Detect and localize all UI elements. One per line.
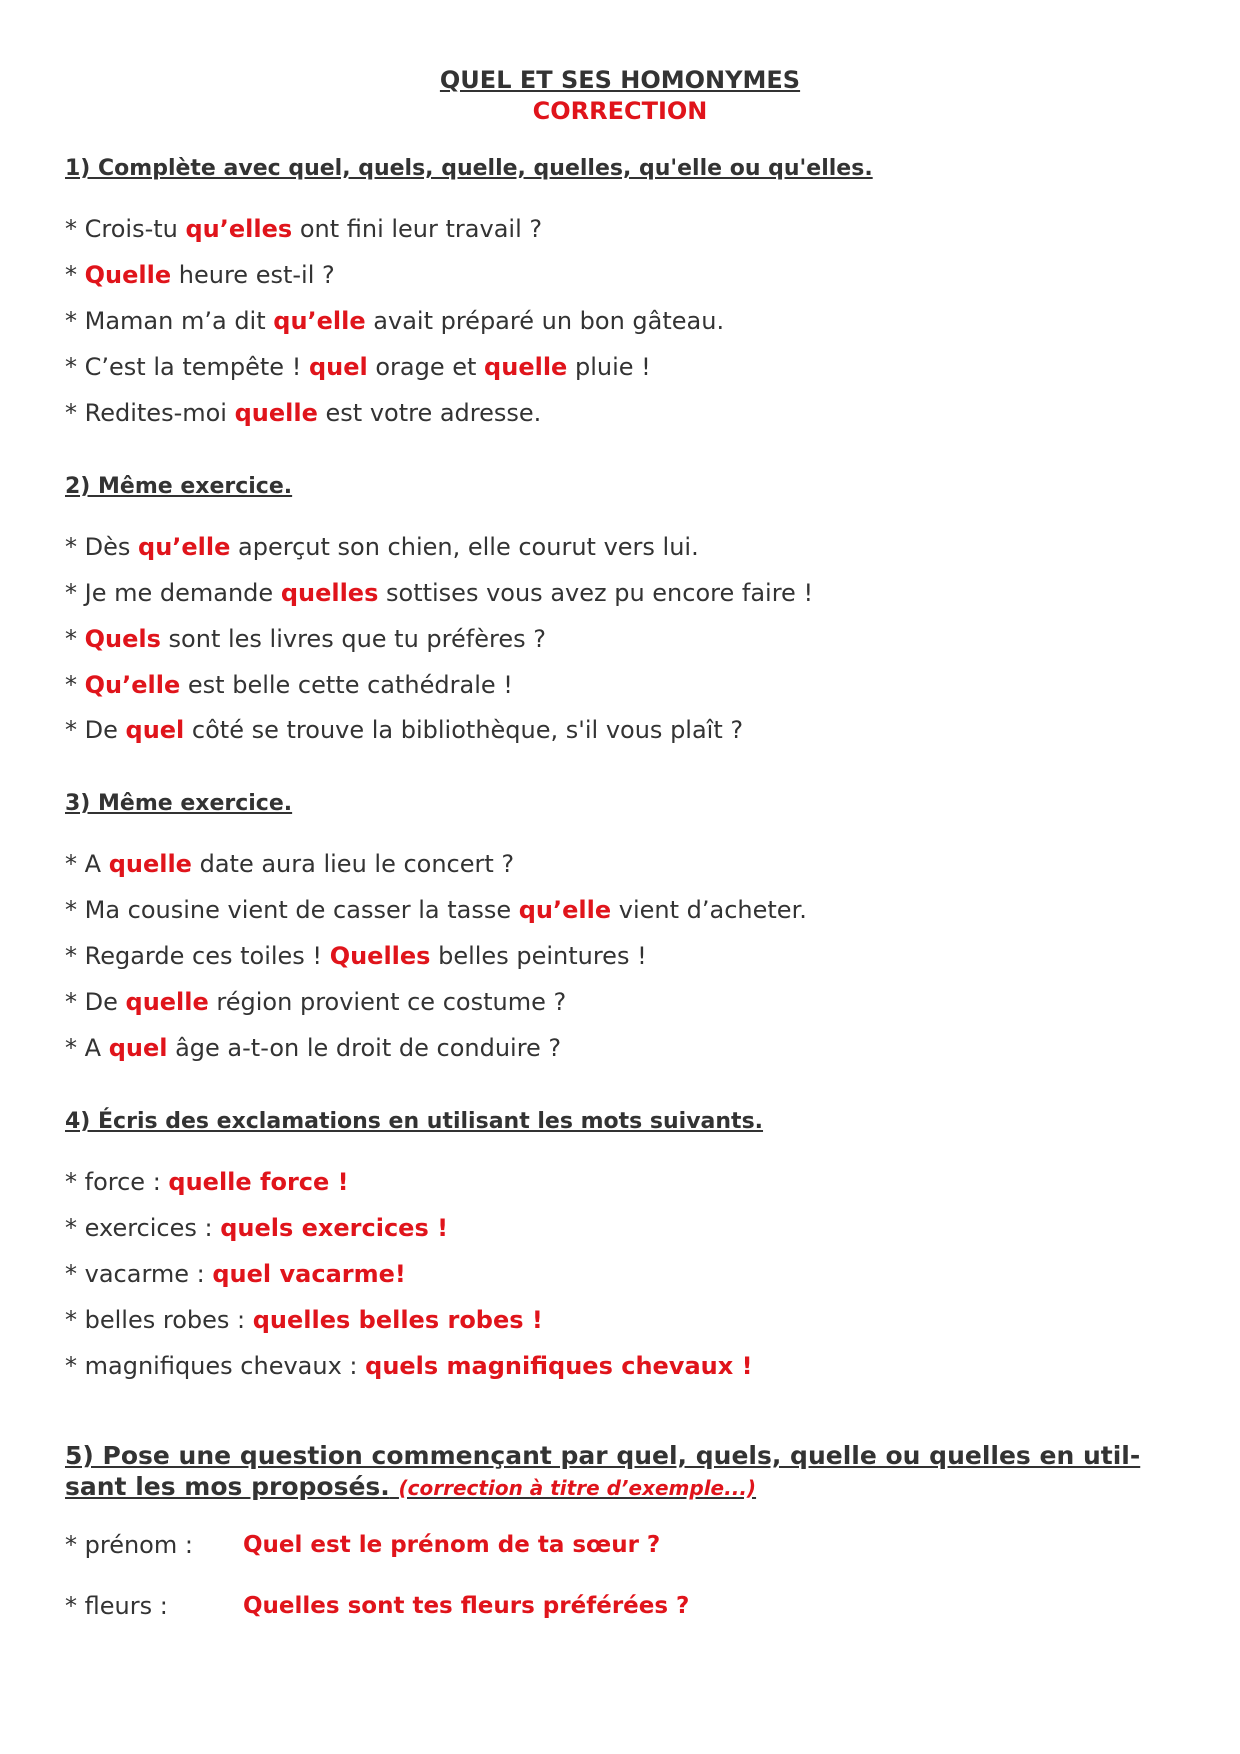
- exercise-1-line: * Crois-tu qu’elles ont fini leur travail ?: [65, 215, 543, 243]
- exercise-3-line: * Regarde ces toiles ! Quelles belles peintures !: [65, 942, 647, 970]
- exercise-2-heading: 2) Même exercice.: [65, 474, 293, 499]
- exercise-4-line: * vacarme : quel vacarme!: [65, 1260, 406, 1288]
- answer: qu’elle: [273, 307, 366, 335]
- answer: qu’elle: [518, 896, 612, 924]
- exercise-4-line: * belles robes : quelles belles robes !: [65, 1306, 543, 1334]
- answer: quel: [308, 353, 368, 381]
- exercise-1-heading: 1) Complète avec quel, quels, quelle, quelles, qu'elle ou qu'elles.: [65, 156, 873, 181]
- exercise-5-heading: 5) Pose une question commençant par quel, quels, quelle ou quelles en util-: [65, 1441, 1141, 1470]
- answer: quelles belles robes !: [252, 1306, 543, 1334]
- answer: quelle: [125, 988, 209, 1016]
- answer: Quelles sont tes fleurs préférées ?: [243, 1593, 690, 1619]
- exercise-3-line: * Ma cousine vient de casser la tasse qu’elle vient d’acheter.: [65, 896, 807, 924]
- answer: quel: [125, 716, 185, 744]
- answer: quel vacarme!: [212, 1260, 406, 1288]
- answer: Qu’elle: [84, 671, 181, 699]
- exercise-2-line: * Dès qu’elle aperçut son chien, elle courut vers lui.: [65, 533, 699, 561]
- exercise-3-heading: 3) Même exercice.: [65, 791, 293, 816]
- exercise-1-line: * Maman m’a dit qu’elle avait préparé un bon gâteau.: [65, 307, 725, 335]
- answer: quelles: [280, 579, 379, 607]
- exercise-2-line: * Quels sont les livres que tu préfères ?: [65, 625, 546, 653]
- correction-note: (correction à titre d’exemple...): [398, 1476, 757, 1500]
- exercise-1-line: * Redites-moi quelle est votre adresse.: [65, 399, 542, 427]
- answer: Quel est le prénom de ta sœur ?: [243, 1532, 661, 1558]
- page-title: QUEL ET SES HOMONYMES: [439, 66, 801, 94]
- answer: qu’elles: [185, 215, 293, 243]
- exercise-1-line: * Quelle heure est-il ?: [65, 261, 335, 289]
- exercise-4-line: * exercices : quels exercices !: [65, 1214, 449, 1242]
- answer: Quelle: [84, 261, 172, 289]
- exercise-4-heading: 4) Écris des exclamations en utilisant les mots suivants.: [65, 1109, 764, 1134]
- answer: quelle force !: [168, 1168, 349, 1196]
- exercise-3-line: * De quelle région provient ce costume ?: [65, 988, 567, 1016]
- exercise-3-line: * A quelle date aura lieu le concert ?: [65, 850, 515, 878]
- exercise-1-line: * C’est la tempête ! quel orage et quelle pluie !: [65, 353, 651, 381]
- exercise-3-line: * A quel âge a-t-on le droit de conduire ?: [65, 1034, 562, 1062]
- answer: Quels: [84, 625, 161, 653]
- exercise-4-line: * magnifiques chevaux : quels magnifiques chevaux !: [65, 1352, 753, 1380]
- exercise-2-line: * Je me demande quelles sottises vous avez pu encore faire !: [65, 579, 814, 607]
- exercise-5-heading-cont: sant les mos proposés. (correction à titre d’exemple...): [65, 1472, 757, 1501]
- page-subtitle: CORRECTION: [532, 97, 708, 125]
- exercise-4-line: * force : quelle force !: [65, 1168, 349, 1196]
- answer: quelle: [108, 850, 192, 878]
- answer: quels exercices !: [220, 1214, 449, 1242]
- answer: quel: [108, 1034, 168, 1062]
- exercise-2-line: * Qu’elle est belle cette cathédrale !: [65, 671, 513, 699]
- exercise-5-line: * fleurs :: [65, 1592, 168, 1620]
- answer: quels magnifiques chevaux !: [365, 1352, 753, 1380]
- answer: Quelles: [329, 942, 431, 970]
- exercise-5-line: * prénom :: [65, 1531, 193, 1559]
- exercise-2-line: * De quel côté se trouve la bibliothèque, s'il vous plaît ?: [65, 716, 744, 744]
- answer: qu’elle: [138, 533, 231, 561]
- answer: quelle: [484, 353, 568, 381]
- answer: quelle: [234, 399, 318, 427]
